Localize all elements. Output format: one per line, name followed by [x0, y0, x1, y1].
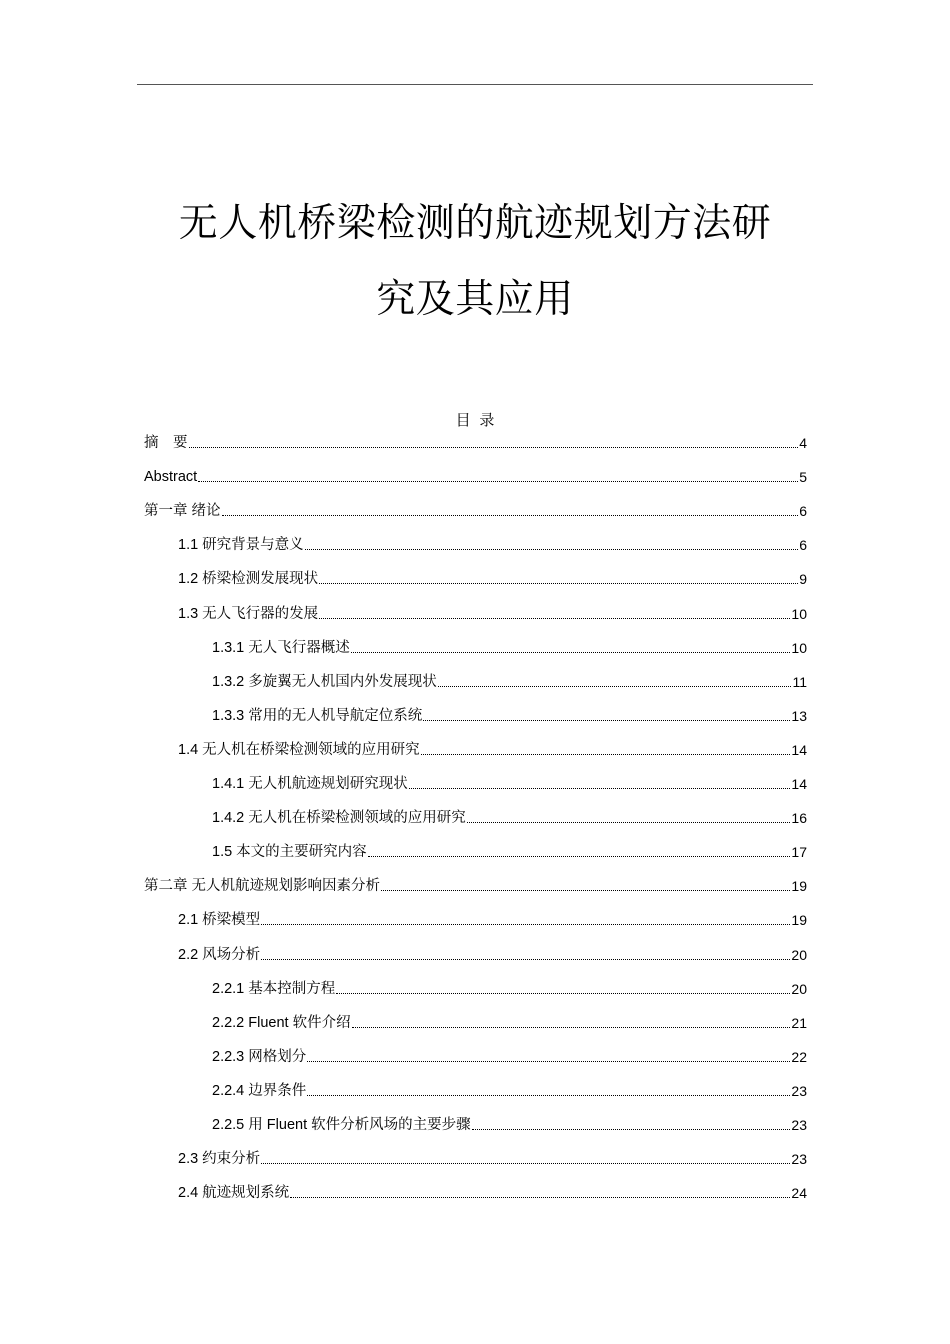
toc-entry-label: 2.1 桥梁模型 — [178, 912, 261, 929]
toc-entry-label: 1.3 无人飞行器的发展 — [178, 605, 319, 622]
toc-entry-label: Abstract — [144, 469, 198, 486]
toc-page-number: 21 — [791, 1014, 807, 1031]
toc-entry[interactable] — [212, 671, 807, 693]
toc-entry[interactable] — [178, 1148, 807, 1170]
toc-dot-leader — [261, 959, 790, 960]
toc-entry[interactable] — [212, 978, 807, 1000]
document-title-line2: 究及其应用 — [376, 277, 574, 322]
toc-page-number: 17 — [791, 844, 807, 861]
toc-entry[interactable] — [144, 432, 807, 454]
toc-page-number: 10 — [791, 639, 807, 656]
toc-entry[interactable] — [178, 603, 807, 625]
toc-entry[interactable] — [178, 568, 807, 590]
toc-dot-leader — [305, 549, 799, 550]
toc-entry[interactable] — [212, 705, 807, 727]
toc-entry-label: 1.4.1 无人机航迹规划研究现状 — [212, 776, 408, 792]
toc-entry-label: 2.4 航迹规划系统 — [178, 1185, 290, 1202]
document-title-line1: 无人机桥梁检测的航迹规划方法研 — [178, 201, 772, 246]
toc-page-number: 20 — [791, 946, 807, 963]
toc-page-number: 6 — [799, 537, 807, 554]
toc-entry[interactable] — [144, 875, 807, 897]
toc-page-number: 24 — [791, 1185, 807, 1202]
toc-entry-label: 2.2.2 Fluent 软件介绍 — [212, 1014, 351, 1031]
toc-entry-label: 第一章 绪论 — [144, 503, 221, 520]
toc-dot-leader — [319, 618, 790, 619]
toc-entry-label: 1.2 桥梁检测发展现状 — [178, 571, 319, 588]
toc-page-number: 14 — [791, 776, 807, 792]
toc-page-number: 16 — [791, 810, 807, 827]
toc-entry[interactable] — [212, 1080, 807, 1102]
toc-page-number: 14 — [791, 741, 807, 758]
toc-page-number: 5 — [799, 469, 807, 486]
toc-heading: 目 录 — [455, 411, 495, 429]
toc-entry-label: 2.2.5 用 Fluent 软件分析风场的主要步骤 — [212, 1117, 471, 1133]
toc-dot-leader — [290, 1197, 790, 1198]
toc-dot-leader — [421, 754, 791, 755]
toc-page-number: 9 — [799, 571, 807, 588]
toc-dot-leader — [307, 1061, 790, 1062]
toc-entry-label: 1.4 无人机在桥梁检测领域的应用研究 — [178, 741, 420, 758]
toc-page-number: 19 — [791, 878, 807, 895]
toc-dot-leader — [409, 788, 791, 789]
toc-entry[interactable] — [212, 773, 807, 795]
toc-dot-leader — [336, 993, 790, 994]
toc-page-number: 6 — [799, 503, 807, 520]
toc-entry-label: 第二章 无人机航迹规划影响因素分析 — [144, 878, 381, 895]
toc-page-number: 11 — [792, 673, 807, 690]
toc-entry-label: 摘 要 — [144, 435, 188, 451]
toc-entry[interactable] — [212, 1114, 807, 1136]
toc-page-number: 23 — [791, 1151, 807, 1168]
toc-entry-label: 2.2.3 网格划分 — [212, 1048, 307, 1065]
toc-entry[interactable] — [178, 944, 807, 966]
toc-entry-label: 1.5 本文的主要研究内容 — [212, 844, 367, 861]
toc-dot-leader — [351, 652, 791, 653]
toc-page-number: 10 — [791, 605, 807, 622]
toc-dot-leader — [198, 481, 798, 482]
toc-entry-label: 2.2.1 基本控制方程 — [212, 980, 336, 997]
toc-entry[interactable] — [178, 1182, 807, 1204]
toc-page-number: 19 — [791, 912, 807, 929]
toc-entry-label: 1.4.2 无人机在桥梁检测领域的应用研究 — [212, 810, 466, 827]
toc-entry[interactable] — [144, 466, 807, 488]
toc-dot-leader — [381, 890, 790, 891]
toc-dot-leader — [472, 1129, 791, 1130]
toc-dot-leader — [423, 720, 790, 721]
toc-entry-label: 1.1 研究背景与意义 — [178, 537, 304, 554]
toc-entry[interactable] — [212, 637, 807, 659]
toc-dot-leader — [261, 1163, 790, 1164]
toc-page-number: 20 — [791, 980, 807, 997]
toc-entry[interactable] — [212, 1046, 807, 1068]
toc-dot-leader — [368, 856, 791, 857]
toc-entry[interactable] — [212, 1012, 807, 1034]
toc-dot-leader — [261, 924, 790, 925]
toc-dot-leader — [352, 1027, 791, 1028]
toc-entry[interactable] — [178, 909, 807, 931]
toc-page-number: 13 — [791, 707, 807, 724]
toc-page-number: 23 — [791, 1082, 807, 1099]
toc-page-number: 4 — [799, 435, 807, 451]
toc-page-number: 22 — [791, 1048, 807, 1065]
toc-dot-leader — [189, 447, 799, 448]
toc-entry[interactable] — [178, 534, 807, 556]
toc-entry-label: 1.3.1 无人飞行器概述 — [212, 639, 350, 656]
toc-entry[interactable] — [212, 807, 807, 829]
toc-entry-label: 1.3.3 常用的无人机导航定位系统 — [212, 707, 423, 724]
toc-dot-leader — [467, 822, 791, 823]
toc-entry[interactable] — [178, 739, 807, 761]
toc-entry[interactable] — [212, 841, 807, 863]
toc-entry-label: 2.2 风场分析 — [178, 946, 261, 963]
toc-dot-leader — [319, 583, 798, 584]
toc-dot-leader — [222, 515, 799, 516]
toc-entry-label: 2.2.4 边界条件 — [212, 1082, 307, 1099]
toc-entry-label: 1.3.2 多旋翼无人机国内外发展现状 — [212, 673, 437, 690]
toc-entry[interactable] — [144, 500, 807, 522]
toc-dot-leader — [438, 686, 792, 687]
toc-page-number: 23 — [791, 1117, 807, 1133]
header-rule — [137, 84, 813, 85]
toc-entry-label: 2.3 约束分析 — [178, 1151, 261, 1168]
toc-dot-leader — [307, 1095, 790, 1096]
